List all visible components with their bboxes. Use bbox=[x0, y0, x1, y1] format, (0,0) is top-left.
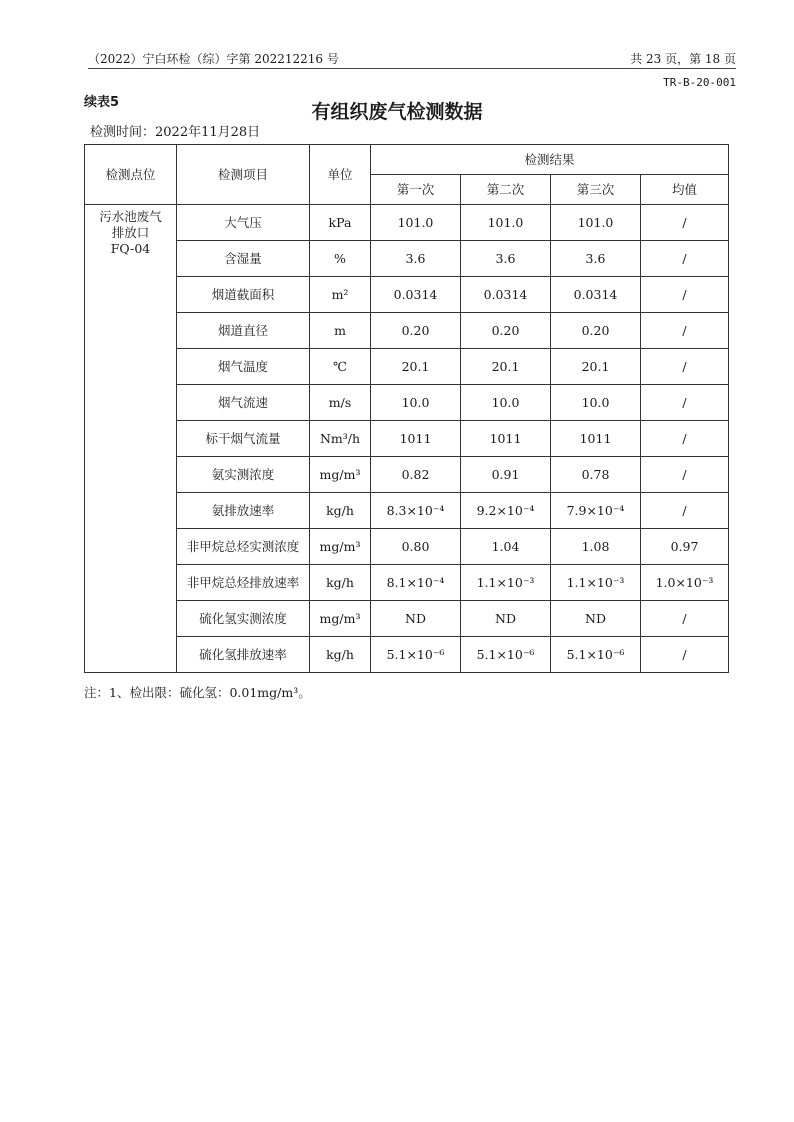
value-second: 5.1×10⁻⁶ bbox=[461, 637, 551, 673]
value-first: 0.80 bbox=[371, 529, 461, 565]
value-second: 9.2×10⁻⁴ bbox=[461, 493, 551, 529]
value-third: 7.9×10⁻⁴ bbox=[551, 493, 641, 529]
unit-cell: Nm³/h bbox=[310, 421, 371, 457]
value-average: / bbox=[641, 205, 729, 241]
item-cell: 含湿量 bbox=[177, 241, 310, 277]
item-cell: 氨实测浓度 bbox=[177, 457, 310, 493]
value-average: 1.0×10⁻³ bbox=[641, 565, 729, 601]
value-second: 1.1×10⁻³ bbox=[461, 565, 551, 601]
value-second: 1011 bbox=[461, 421, 551, 457]
value-average: 0.97 bbox=[641, 529, 729, 565]
unit-cell: m/s bbox=[310, 385, 371, 421]
page-header bbox=[88, 50, 736, 69]
value-first: 5.1×10⁻⁶ bbox=[371, 637, 461, 673]
item-cell: 大气压 bbox=[177, 205, 310, 241]
table-row bbox=[85, 421, 729, 457]
value-second: 1.04 bbox=[461, 529, 551, 565]
table-row bbox=[85, 493, 729, 529]
value-third: 3.6 bbox=[551, 241, 641, 277]
value-first: 0.82 bbox=[371, 457, 461, 493]
item-cell: 烟道截面积 bbox=[177, 277, 310, 313]
item-cell: 烟气流速 bbox=[177, 385, 310, 421]
document-id: TR-B-20-001 bbox=[663, 76, 736, 89]
value-second: 0.91 bbox=[461, 457, 551, 493]
table-row bbox=[85, 241, 729, 277]
item-cell: 非甲烷总烃实测浓度 bbox=[177, 529, 310, 565]
footnote: 注：1、检出限：硫化氢：0.01mg/m³。 bbox=[84, 685, 311, 700]
header-unit: 单位 bbox=[310, 145, 371, 205]
value-average: / bbox=[641, 493, 729, 529]
value-third: 101.0 bbox=[551, 205, 641, 241]
header-third: 第三次 bbox=[551, 175, 641, 205]
value-average: / bbox=[641, 241, 729, 277]
location-line: 污水池废气 bbox=[99, 209, 162, 224]
value-average: / bbox=[641, 457, 729, 493]
table-row bbox=[85, 385, 729, 421]
report-number: （2022）宁白环检（综）字第 202212216 号 bbox=[88, 52, 339, 66]
value-second: 0.20 bbox=[461, 313, 551, 349]
value-average: / bbox=[641, 421, 729, 457]
value-average: / bbox=[641, 349, 729, 385]
table-row bbox=[85, 565, 729, 601]
table-row bbox=[85, 349, 729, 385]
item-cell: 烟道直径 bbox=[177, 313, 310, 349]
table-row bbox=[85, 637, 729, 673]
value-first: 8.1×10⁻⁴ bbox=[371, 565, 461, 601]
value-third: 10.0 bbox=[551, 385, 641, 421]
header-results: 检测结果 bbox=[371, 145, 729, 175]
value-third: 5.1×10⁻⁶ bbox=[551, 637, 641, 673]
continued-label: 续表5 bbox=[84, 95, 120, 110]
location-line: 排放口 bbox=[111, 225, 150, 240]
value-third: 0.0314 bbox=[551, 277, 641, 313]
header-location bbox=[85, 145, 177, 205]
value-second: 0.0314 bbox=[461, 277, 551, 313]
header-item: 检测项目 bbox=[177, 145, 310, 205]
table-row bbox=[85, 277, 729, 313]
location-line: FQ-04 bbox=[110, 241, 151, 256]
page-number: 共 23 页，第 18 页 bbox=[630, 52, 736, 66]
item-cell: 非甲烷总烃排放速率 bbox=[177, 565, 310, 601]
value-first: 0.20 bbox=[371, 313, 461, 349]
value-second: ND bbox=[461, 601, 551, 637]
location-cell bbox=[85, 205, 177, 673]
table-row bbox=[85, 205, 729, 241]
value-third: 20.1 bbox=[551, 349, 641, 385]
unit-cell: mg/m³ bbox=[310, 601, 371, 637]
value-first: ND bbox=[371, 601, 461, 637]
header-second: 第二次 bbox=[461, 175, 551, 205]
unit-cell: kg/h bbox=[310, 565, 371, 601]
value-second: 20.1 bbox=[461, 349, 551, 385]
value-third: 0.78 bbox=[551, 457, 641, 493]
table-row bbox=[85, 601, 729, 637]
value-third: ND bbox=[551, 601, 641, 637]
unit-cell: m² bbox=[310, 277, 371, 313]
table-row bbox=[85, 529, 729, 565]
page-title: 有组织废气检测数据 bbox=[311, 101, 483, 123]
value-first: 3.6 bbox=[371, 241, 461, 277]
value-third: 1.08 bbox=[551, 529, 641, 565]
value-average: / bbox=[641, 601, 729, 637]
item-cell: 硫化氢排放速率 bbox=[177, 637, 310, 673]
value-average: / bbox=[641, 313, 729, 349]
item-cell: 烟气温度 bbox=[177, 349, 310, 385]
unit-cell: ℃ bbox=[310, 349, 371, 385]
value-third: 1011 bbox=[551, 421, 641, 457]
header-location-text: 检测点位 bbox=[105, 166, 156, 182]
unit-cell: mg/m³ bbox=[310, 529, 371, 565]
header-average: 均值 bbox=[641, 175, 729, 205]
value-first: 20.1 bbox=[371, 349, 461, 385]
value-first: 0.0314 bbox=[371, 277, 461, 313]
value-third: 1.1×10⁻³ bbox=[551, 565, 641, 601]
value-first: 10.0 bbox=[371, 385, 461, 421]
value-third: 0.20 bbox=[551, 313, 641, 349]
unit-cell: kg/h bbox=[310, 637, 371, 673]
value-second: 3.6 bbox=[461, 241, 551, 277]
unit-cell: kPa bbox=[310, 205, 371, 241]
item-cell: 氨排放速率 bbox=[177, 493, 310, 529]
item-cell: 标干烟气流量 bbox=[177, 421, 310, 457]
value-average: / bbox=[641, 385, 729, 421]
unit-cell: % bbox=[310, 241, 371, 277]
test-date: 检测时间：2022年11月28日 bbox=[90, 125, 261, 140]
value-second: 10.0 bbox=[461, 385, 551, 421]
unit-cell: m bbox=[310, 313, 371, 349]
value-first: 1011 bbox=[371, 421, 461, 457]
value-average: / bbox=[641, 637, 729, 673]
value-first: 101.0 bbox=[371, 205, 461, 241]
table-row bbox=[85, 313, 729, 349]
value-second: 101.0 bbox=[461, 205, 551, 241]
value-average: / bbox=[641, 277, 729, 313]
table-row bbox=[85, 457, 729, 493]
unit-cell: mg/m³ bbox=[310, 457, 371, 493]
item-cell: 硫化氢实测浓度 bbox=[177, 601, 310, 637]
results-table bbox=[84, 144, 729, 673]
unit-cell: kg/h bbox=[310, 493, 371, 529]
header-first: 第一次 bbox=[371, 175, 461, 205]
value-first: 8.3×10⁻⁴ bbox=[371, 493, 461, 529]
